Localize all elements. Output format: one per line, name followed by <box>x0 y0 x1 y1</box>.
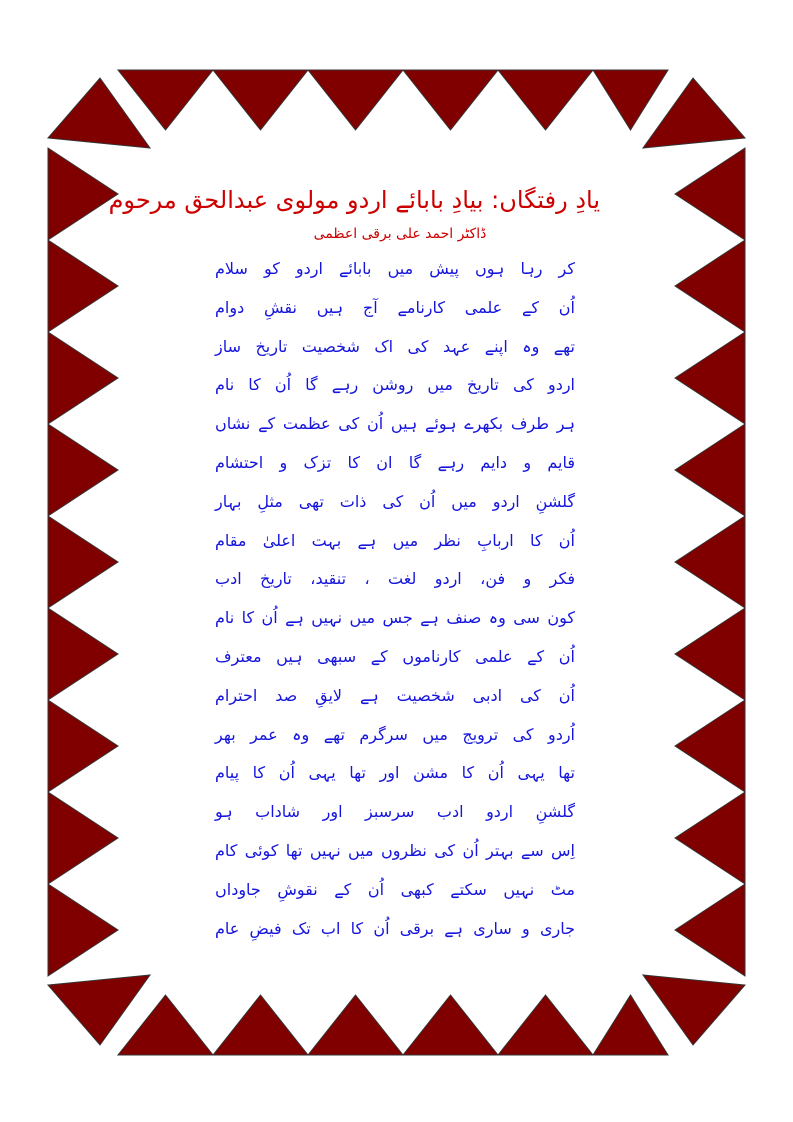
border-triangle <box>675 332 745 424</box>
poem-verse: اُن کے علمی کارناموں کے سبھی ہیں معترف <box>215 646 575 666</box>
border-triangle <box>213 70 308 130</box>
poem-verse: اُردو کی ترویج میں سرگرم تھے وہ عمر بھر <box>215 724 575 744</box>
border-triangle <box>675 792 745 884</box>
poem-verse: اُن کی ادبی شخصیت ہے لایقِ صد احترام <box>215 685 575 705</box>
border-triangle <box>48 608 118 700</box>
poem-verse: کون سی وہ صنف ہے جس میں نہیں ہے اُن کا نام <box>215 608 575 628</box>
poem-verse: گلشنِ اردو ادب سرسبز اور شاداب ہو <box>215 802 575 822</box>
border-triangle <box>48 424 118 516</box>
border-triangle <box>308 70 403 130</box>
border-triangle <box>403 70 498 130</box>
border-triangle <box>643 975 745 1045</box>
border-triangle <box>675 884 745 976</box>
border-triangle <box>308 995 403 1055</box>
border-triangle <box>593 70 668 130</box>
border-triangle <box>48 516 118 608</box>
poem-verse: اردو کی تاریخ میں روشن رہے گا اُن کا نام <box>215 375 575 395</box>
poem-verse: تھے وہ اپنے عہد کی اک شخصیت تاریخ ساز <box>215 336 575 356</box>
poem-title: یادِ رفتگاں: بیادِ بابائے اردو مولوی عبدالحق مرحوم <box>108 186 600 214</box>
poem-verse: اُن کا اربابِ نظر میں ہے بہت اعلیٰ مقام <box>215 530 575 550</box>
poem-verse: مٹ نہیں سکتے کبھی اُن کے نقوشِ جاوداں <box>215 879 575 899</box>
poem-verse: گلشنِ اردو میں اُن کی ذات تھی مثلِ بہار <box>215 491 575 511</box>
border-triangle <box>48 792 118 884</box>
border-triangle <box>675 240 745 332</box>
border-triangle <box>213 995 308 1055</box>
border-triangle <box>643 78 745 148</box>
border-triangle <box>675 424 745 516</box>
poem-verse: ہر طرف بکھرے ہوئے ہیں اُن کی عظمت کے نشاں <box>215 414 575 434</box>
poem-verse: کر رہا ہوں پیش میں بابائے اردو کو سلام <box>215 259 575 278</box>
poem-verse: اُن کے علمی کارنامے آج ہیں نقشِ دوام <box>215 297 575 317</box>
border-triangle <box>675 608 745 700</box>
poem-verse: اِس سے بہتر اُن کی نظروں میں نہیں تھا کوئی کام <box>215 840 575 860</box>
poem-verse: تھا یہی اُن کا مشن اور تھا یہی اُن کا پیام <box>215 763 575 783</box>
border-triangle <box>593 995 668 1055</box>
poem-verse: جاری و ساری ہے برقی اُن کا اب تک فیضِ عام <box>215 918 575 938</box>
poem-body <box>108 180 600 948</box>
border-triangle <box>675 148 745 240</box>
border-triangle <box>48 148 118 240</box>
poem-verses <box>200 250 600 948</box>
border-triangle <box>48 240 118 332</box>
poem-author: ڈاکٹر احمد علی برقی اعظمی <box>313 226 487 242</box>
border-triangle <box>403 995 498 1055</box>
border-triangle <box>48 332 118 424</box>
border-triangle <box>118 995 213 1055</box>
border-triangle <box>498 995 593 1055</box>
border-triangle <box>118 70 213 130</box>
border-triangle <box>675 516 745 608</box>
border-triangle <box>498 70 593 130</box>
poem-verse: قایم و دایم رہے گا ان کا تزک و احتشام <box>215 452 575 472</box>
border-triangle <box>675 700 745 792</box>
border-triangle <box>48 884 118 976</box>
poem-verse: فکر و فن، اردو لغت ، تنقید، تاریخ ادب <box>215 569 575 589</box>
border-triangle <box>48 700 118 792</box>
